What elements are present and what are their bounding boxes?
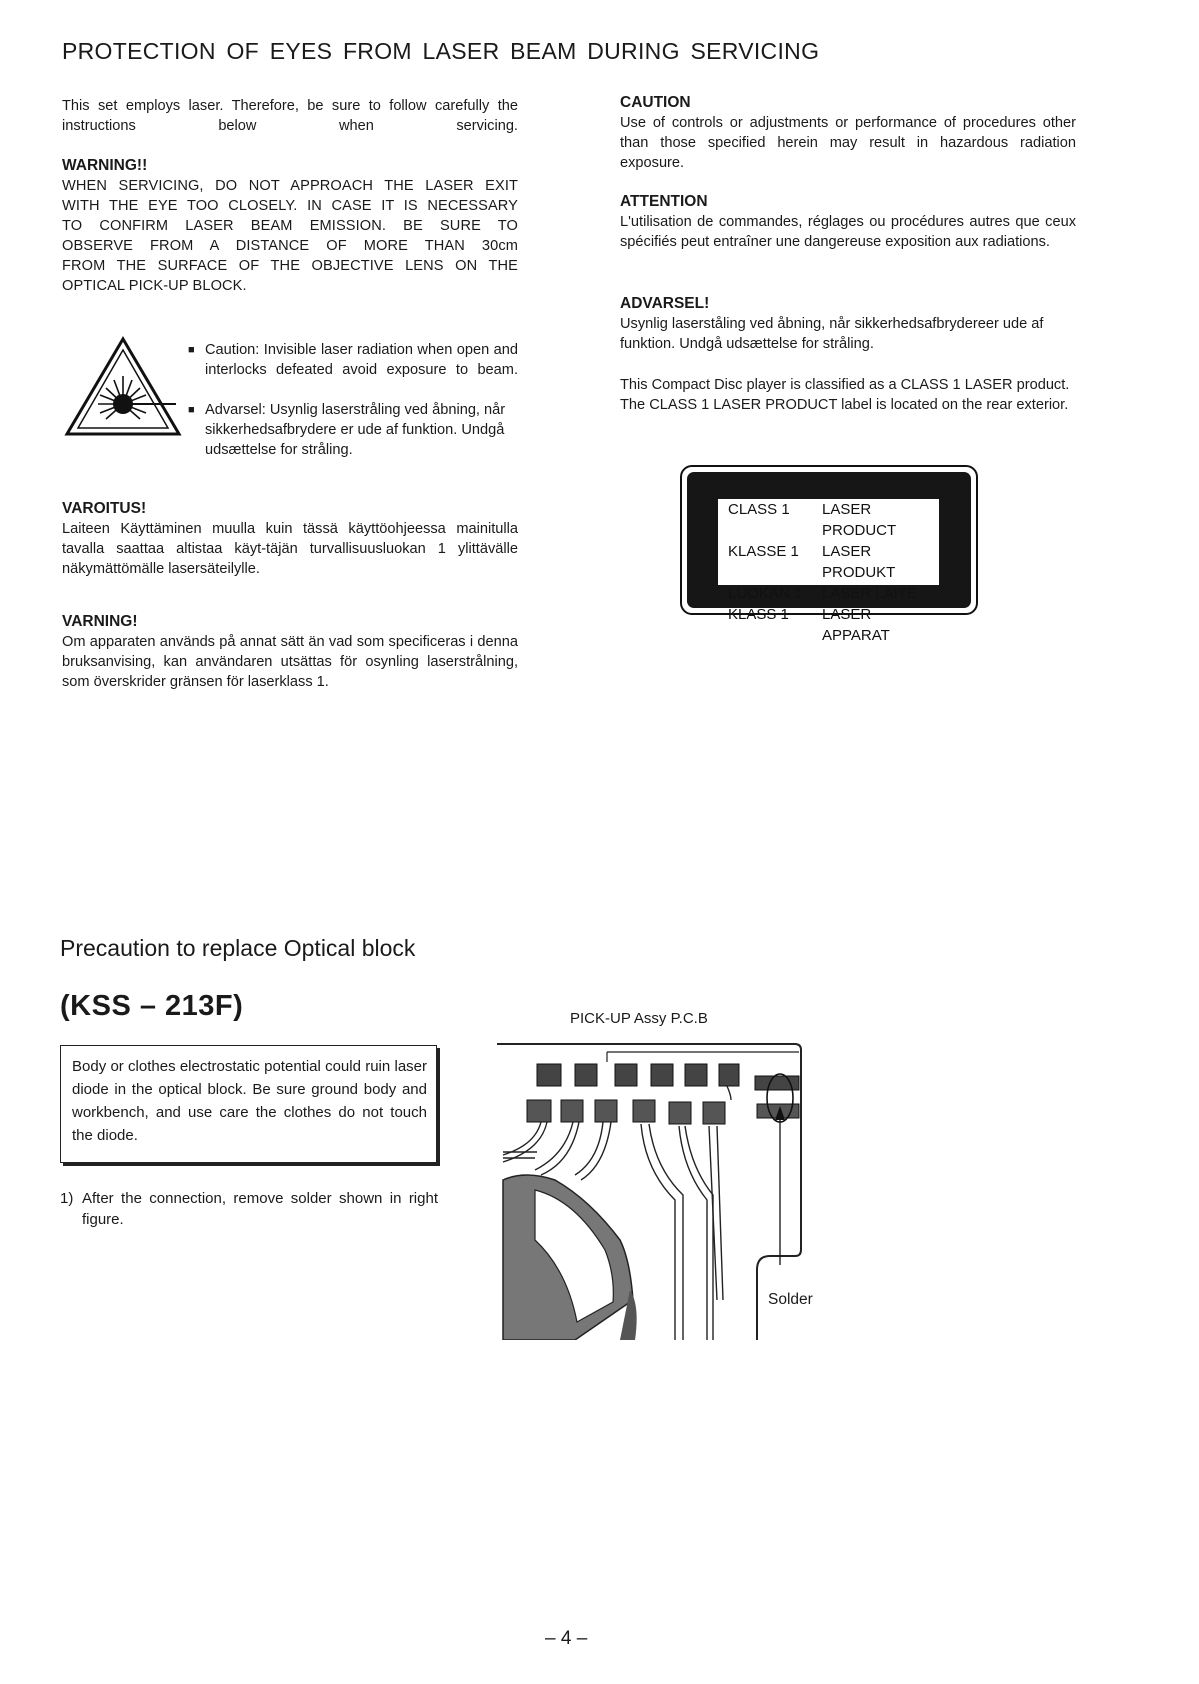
pickup-pcb-figure xyxy=(495,1040,815,1340)
page-number: – 4 – xyxy=(545,1628,588,1649)
step-1 xyxy=(60,1188,438,1230)
varoitus-heading: VAROITUS! xyxy=(62,500,147,517)
warning-line: OPTICAL PICK-UP BLOCK. xyxy=(62,278,247,294)
attention-section xyxy=(620,193,1076,252)
bullet-icon: ■ xyxy=(188,404,195,416)
class1-label xyxy=(680,465,978,644)
precaution-title: Precaution to replace Optical block xyxy=(60,935,416,961)
attention-heading: ATTENTION xyxy=(620,193,708,210)
warning-line: OBSERVE FROM A DISTANCE OF MORE THAN 30cm xyxy=(62,238,518,254)
warning-line: WHEN SERVICING, DO NOT APPROACH THE LASER EXIT xyxy=(62,178,518,194)
figure-title: PICK-UP Assy P.C.B xyxy=(570,1010,708,1027)
class-note-line1: This Compact Disc player is classified as a CLASS 1 LASER product. xyxy=(620,377,1070,393)
varning-text: Om apparaten används på annat sätt än vad som specificeras i denna bruksanvising, kan användaren utsättas för osynling laserstrålning, som överskrider gränsen för laserklass 1. xyxy=(62,634,518,690)
esd-notice-box xyxy=(60,1045,437,1163)
laser-hazard-icon xyxy=(64,336,182,438)
caution-section xyxy=(620,94,1076,173)
model-heading: (KSS – 213F) xyxy=(60,990,244,1022)
varning-heading: VARNING! xyxy=(62,613,138,630)
attention-text: L'utilisation de commandes, réglages ou procédures autres que ceux spécifiés peut entraîner une dangereuse exposition aux radiations. xyxy=(620,214,1076,250)
varning-section xyxy=(62,613,518,692)
label-row: LUOKAN 1 LASER LAITE xyxy=(728,585,918,602)
caution-heading: CAUTION xyxy=(620,94,691,111)
varoitus-section xyxy=(62,500,518,579)
label-row: KLASS 1 LASER APPARAT xyxy=(728,606,890,644)
warning-section xyxy=(62,157,518,296)
varoitus-text: Laiteen Käyttäminen muulla kuin tässä käyttöohjeessa mainitulla tavalla saattaa altistaa käyt-täjän turvallisuusluokan 1 ylittävälle näkymättömälle lasersäteilylle. xyxy=(62,521,518,577)
warning-line: FROM THE SURFACE OF THE OBJECTIVE LENS ON THE xyxy=(62,258,518,274)
advarsel-text: Usynlig laserståling ved åbning, når sikkerhedsafbrydereer ude af funktion. Undgå udsættelse for stråling. xyxy=(620,316,1044,352)
caution-note: ■ Caution: Invisible laser radiation when open and interlocks defeated avoid exposure to beam. xyxy=(188,340,518,400)
caution-text: Use of controls or adjustments or performance of procedures other than those specified herein may result in hazardous radiation exposure. xyxy=(620,115,1076,171)
label-row: KLASSE 1 LASER PRODUKT xyxy=(728,543,896,581)
page-title: PROTECTION OF EYES FROM LASER BEAM DURING SERVICING xyxy=(62,38,820,64)
step-number: 1) xyxy=(60,1190,74,1207)
esd-notice-text: Body or clothes electrostatic potential could ruin laser diode in the optical block. Be sure ground body and workbench, and use care the clothes do not touch the diode. xyxy=(72,1058,427,1144)
class-note xyxy=(620,375,1076,415)
advarsel-section xyxy=(620,295,1076,354)
warning-line: TO CONFIRM LASER BEAM EMISSION. BE SURE TO xyxy=(62,218,518,234)
laser-notes xyxy=(188,340,518,460)
warning-line: WITH THE EYE TOO CLOSELY. IN CASE IT IS NECESSARY xyxy=(62,198,518,214)
warning-heading: WARNING!! xyxy=(62,157,148,174)
class1-label-text xyxy=(718,499,939,644)
label-row: CLASS 1 LASER PRODUCT xyxy=(728,501,897,539)
bullet-icon: ■ xyxy=(188,344,195,356)
intro-text: This set employs laser. Therefore, be sure to follow carefully the instructions below when servicing. xyxy=(62,98,518,134)
step-text: After the connection, remove solder shown in right figure. xyxy=(82,1190,438,1228)
advarsel-note: ■ Advarsel: Usynlig laserstråling ved åbning, når sikkerhedsafbrydere er ude af funktion. Undgå udsættelse for stråling. xyxy=(188,402,506,458)
solder-label: Solder xyxy=(768,1291,813,1308)
advarsel-heading: ADVARSEL! xyxy=(620,295,710,312)
class-note-line2: The CLASS 1 LASER PRODUCT label is located on the rear exterior. xyxy=(620,397,1069,413)
